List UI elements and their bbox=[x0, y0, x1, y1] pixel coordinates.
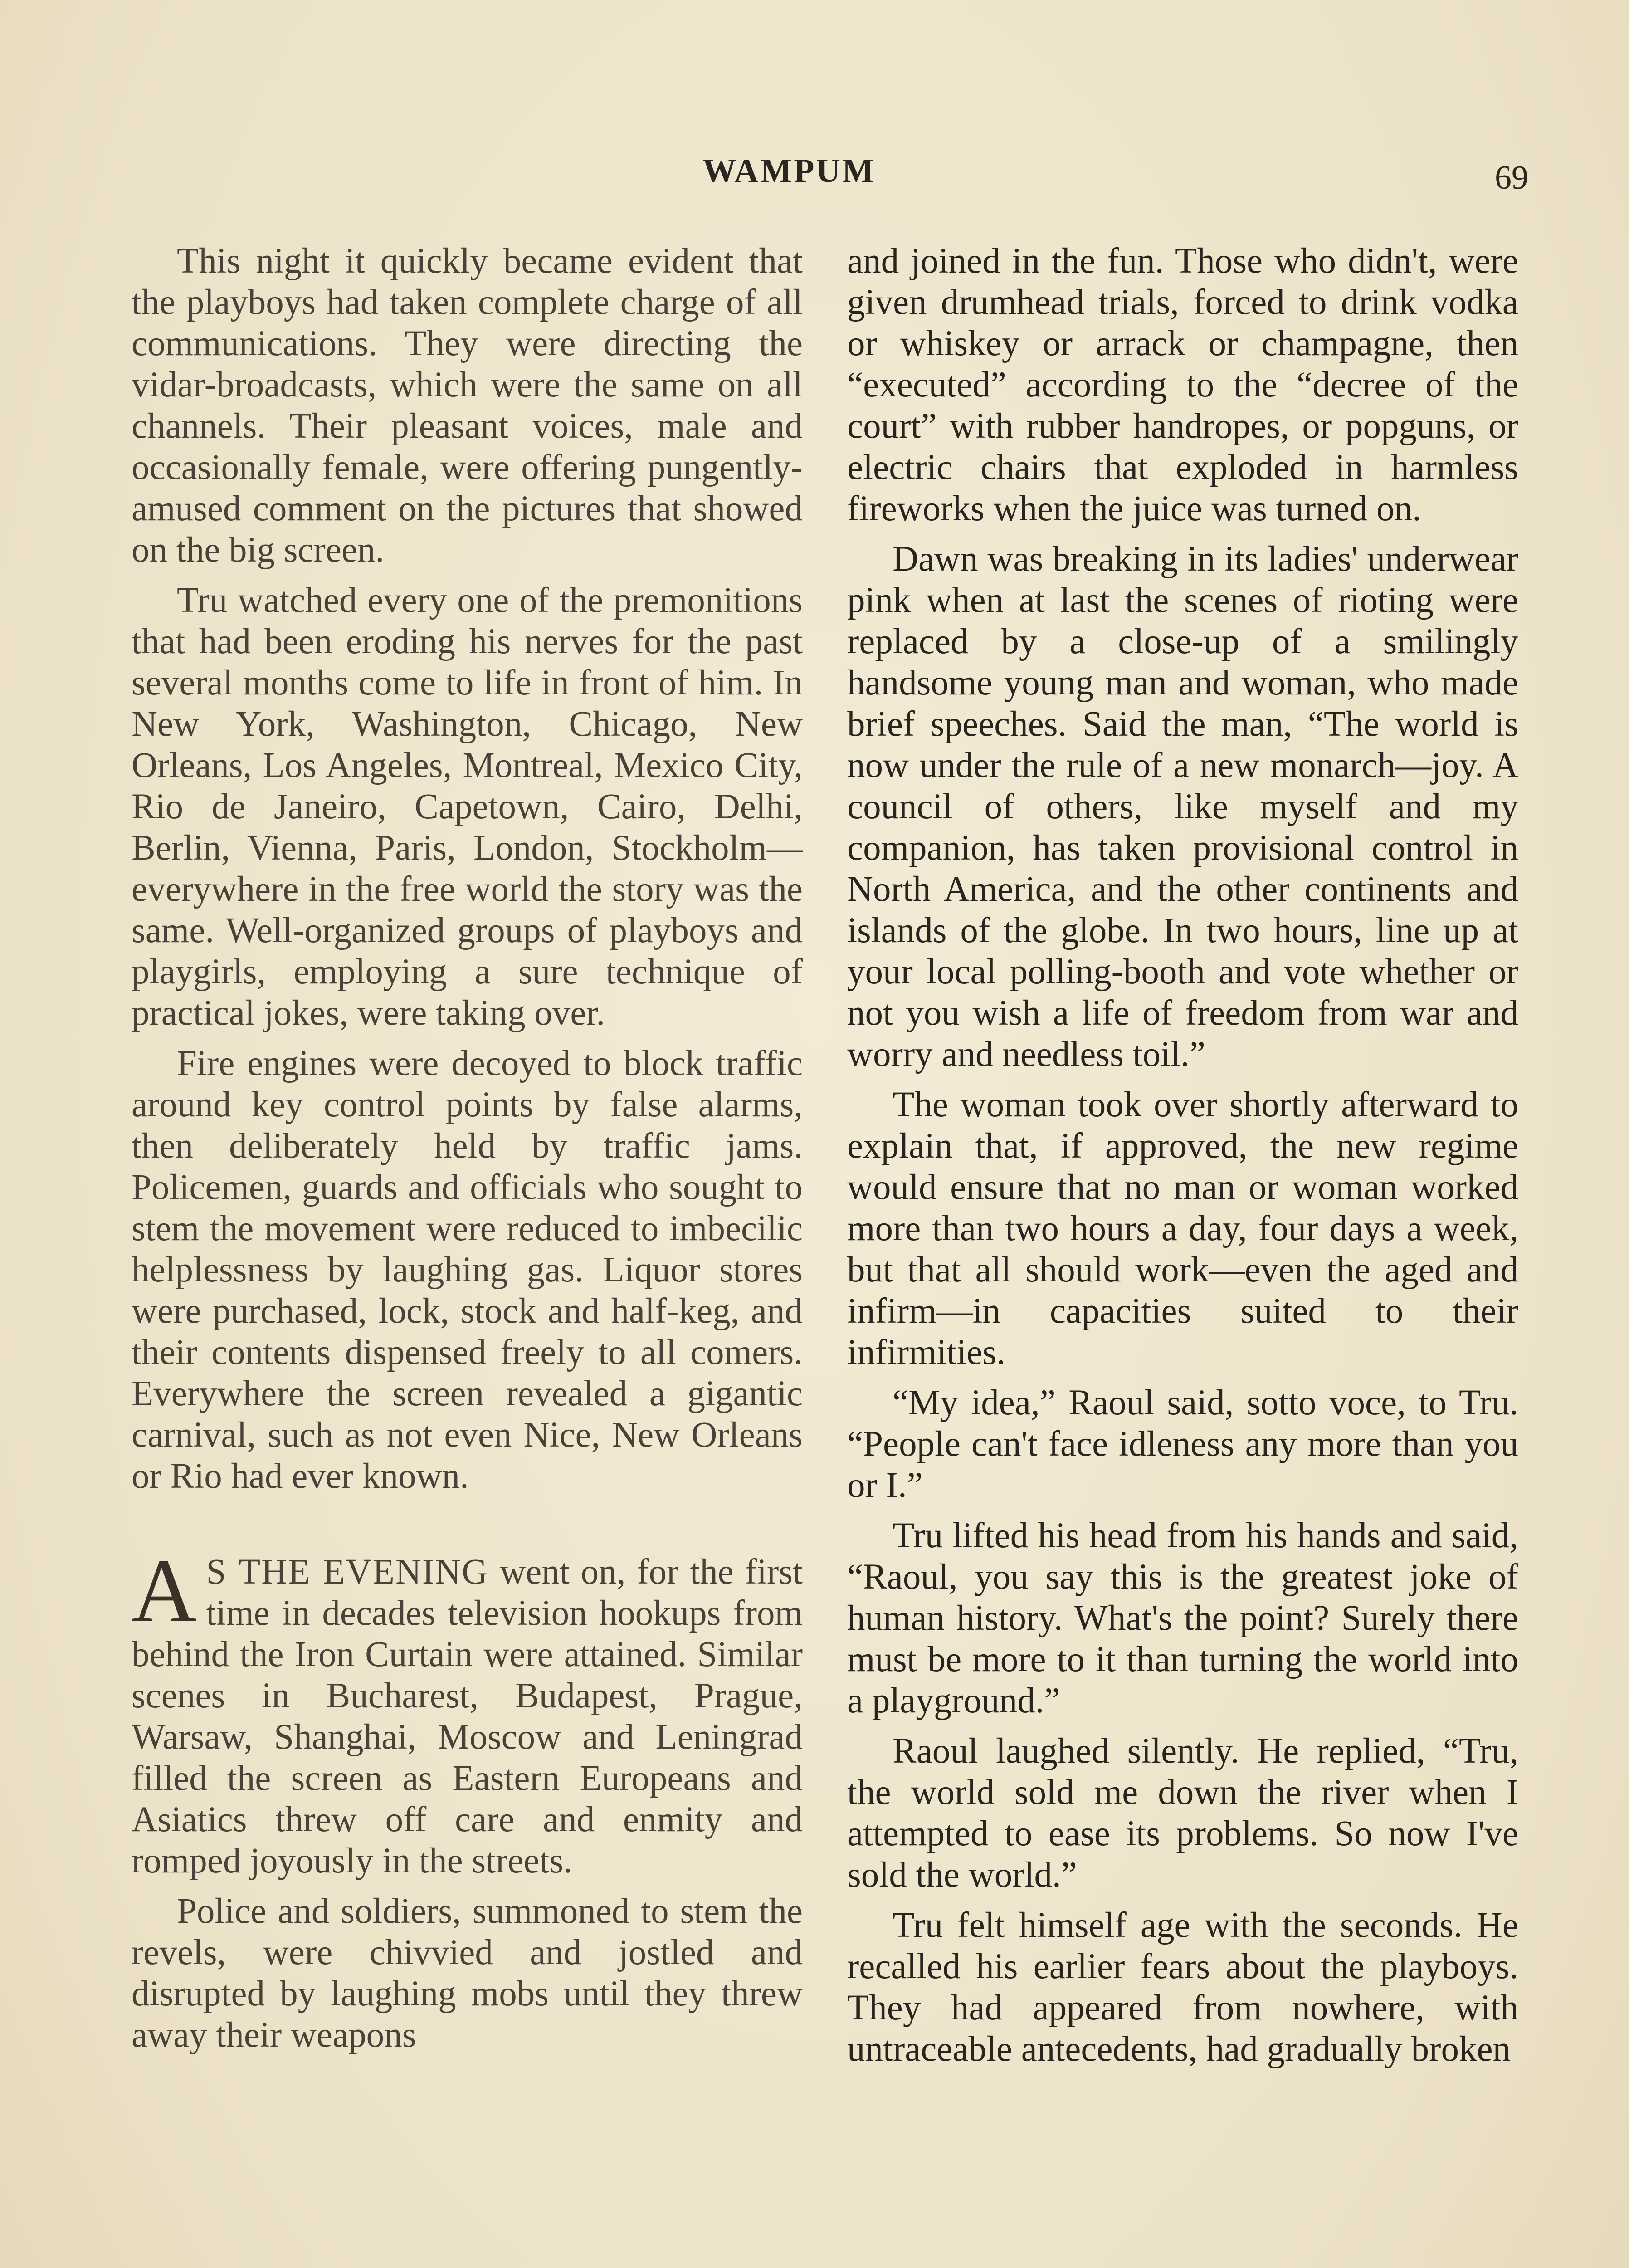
right-column bbox=[847, 240, 1518, 2079]
paragraph: The woman took over shortly afterward to explain that, if approved, the new regime would ensure that no man or woman worked more than two hours a day, four days a week, but that all should work—even the aged and infirm—in capacities suited to their infirmities. bbox=[847, 1085, 1518, 1372]
running-header-title: WAMPUM bbox=[702, 152, 876, 190]
paragraph: Raoul laughed silently. He replied, “Tru, the world sold me down the river when I attempted to ease its problems. So now I've sold the world.” bbox=[847, 1731, 1518, 1895]
page-number: 69 bbox=[1495, 159, 1528, 196]
paragraph: “My idea,” Raoul said, sotto voce, to Tru. “People can't face idleness any more than you or I.” bbox=[847, 1383, 1518, 1505]
paragraph: Tru lifted his head from his hands and said, “Raoul, you say this is the greatest joke of human history. What's the point? Surely there must be more to it than turning the world into a playground.” bbox=[847, 1516, 1518, 1721]
paragraph-text: went on, for the first time in decades television hookups from behind the Iron Curtain were attained. Similar scenes in Bucharest, Budapest, Prague, Warsaw, Shanghai, Moscow and Leningrad filled the screen as Eastern Europeans and Asiatics threw off care and enmity and romped joyously in the streets. bbox=[132, 1552, 803, 1881]
section-opening-paragraph bbox=[132, 1541, 803, 1882]
left-column bbox=[132, 240, 803, 2065]
paragraph: Fire engines were decoyed to block traffic around key control points by false alarms, then deliberately held by traffic jams. Policemen, guards and officials who sought to stem the movement were reduced to imbecilic helplessness by laughing gas. Liquor stores were purchased, lock, stock and half-keg, and their contents dispensed freely to all comers. Everywhere the screen revealed a gigantic carnival, such as not even Nice, New Orleans or Rio had ever known. bbox=[132, 1044, 803, 1496]
drop-cap: A bbox=[132, 1541, 197, 1641]
paragraph: Tru felt himself age with the seconds. He recalled his earlier fears about the playboys. They had appeared from nowhere, with untraceable antecedents, had gradually broken bbox=[847, 1906, 1518, 2069]
lead-in-caps: S THE EVENING bbox=[206, 1552, 489, 1592]
paragraph: Dawn was breaking in its ladies' underwear pink when at last the scenes of rioting were replaced by a close-up of a smilingly handsome young man and woman, who made brief speeches. Said the man, “The world is now under the rule of a new monarch—joy. A council of others, like myself and my companion, has taken provisional control in North America, and the other continents and islands of the globe. In two hours, line up at your local polling-booth and vote whether or not you wish a life of freedom from war and worry and needless toil.” bbox=[847, 539, 1518, 1074]
paragraph-continued: and joined in the fun. Those who didn't, were given drumhead trials, forced to drink vodka or whiskey or arrack or champagne, then “executed” according to the “decree of the court” with rubber handropes, or popguns, or electric chairs that exploded in harmless fireworks when the juice was turned on. bbox=[847, 241, 1518, 528]
paragraph: Police and soldiers, summoned to stem the revels, were chivvied and jostled and disrupted by laughing mobs until they threw away their weapons bbox=[132, 1892, 803, 2055]
paragraph: This night it quickly became evident that the playboys had taken complete charge of all communications. They were directing the vidar-broadcasts, which were the same on all channels. Their pleasant voices, male and occasionally female, were offering pungently-amused comment on the pictures that showed on the big screen. bbox=[132, 241, 803, 570]
paragraph: Tru watched every one of the premonitions that had been eroding his nerves for the past several months come to life in front of him. In New York, Washington, Chicago, New Orleans, Los Angeles, Montreal, Mexico City, Rio de Janeiro, Capetown, Cairo, Delhi, Berlin, Vienna, Paris, London, Stockholm—everywhere in the free world the story was the same. Well-organized groups of playboys and playgirls, employing a sure technique of practical jokes, were taking over. bbox=[132, 581, 803, 1033]
